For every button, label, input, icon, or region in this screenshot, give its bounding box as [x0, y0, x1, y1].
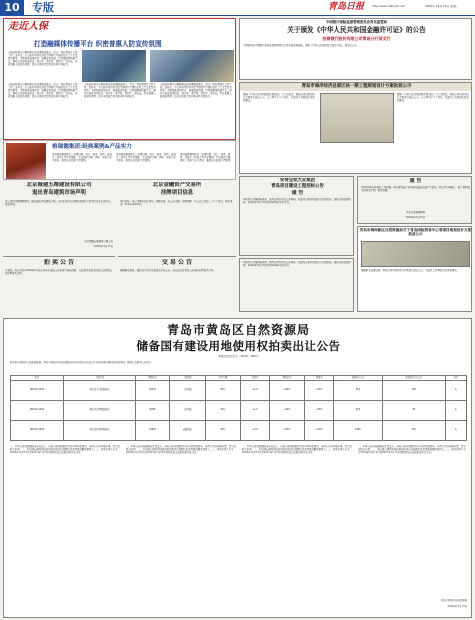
- bank-notice-title: 关于颁发《中华人民共和国金融许可证》的公告: [287, 26, 426, 34]
- feature-body-col1: 人防宣传教育是国防教育的重要组成部分，也是一项长期的社会性工作。近年来，市人防办坚持以习近平新时代中国特色社会主义思想为指导，不断创新宣传形式，拓展宣传渠道，打造融媒体传播平台，推动人防宣传进机关、进企业、进学校、进社区、进家庭，织密普惠人防宣传氛围，提升全民防空意识和自救互救能力。: [8, 51, 78, 67]
- traffic-notice-title: 通 告: [409, 178, 422, 184]
- table-cell: 50年: [205, 400, 241, 420]
- land-table-header: 容积率: [241, 376, 269, 381]
- table-row: [11, 380, 467, 400]
- planning-notice-2: [357, 226, 472, 312]
- feature-body-col4: 人防宣传教育是国防教育的重要组成部分，也是一项长期的社会性工作。近年来，市人防办坚持以习近平新时代中国特色社会主义思想为指导，不断创新宣传形式，拓展宣传渠道，打造融媒体传播平台，推动人防宣传进机关、进企业、进学校、进社区、进家庭，织密普惠人防宣传氛围，提升全民防空意识和自救互救能力。: [160, 83, 232, 99]
- notice-withdrawal-signature: 北京城建五维建设有限公司: [84, 240, 113, 243]
- feature-logo: 走近人保: [8, 21, 48, 32]
- ad-body: 青岛格瑞德集团是一家集科研、设计、制造、销售、安装于一体的大型企业集团，产品涵盖空调、供暖、热泵等多个领域，服务众多经典工程案例。: [52, 153, 112, 163]
- table-cell: 无: [445, 400, 466, 420]
- table-cell: 423: [334, 400, 383, 420]
- notice-withdrawal: [3, 182, 115, 254]
- table-cell: 1860: [334, 420, 383, 440]
- land-table-header: 起始价(万元): [334, 376, 383, 381]
- planning-notice-2-image: [361, 241, 470, 267]
- land-notice-body-col2: 一、中华人民共和国境内外的法人、自然人和其他组织均可申请参加竞买，申请人可以单独申请，也可以联合申请。二、本次国有建设用地使用权拍卖出让按照价高者得原则确定竞得人。三、竞买申请人可于2020年12月15日至2021年1月13日到指定地点获取拍卖出让文件。: [126, 445, 236, 455]
- notice-withdrawal-body: 本公司因业务调整原因，现已退出青岛建筑市场，今后在青岛市范围内承揽的工程项目与本公司无关。特此声明。: [5, 200, 113, 207]
- bid-notice-extra-body: 本项目已具备招标条件，现对该项目进行公开招标，欢迎符合条件的投标人参加投标。招标文件获取时间：2020年12月15日至2020年12月21日。: [243, 261, 351, 268]
- table-cell: 黄岛区王台镇某地块: [64, 380, 136, 400]
- land-notice-body-col3: 一、中华人民共和国境内外的法人、自然人和其他组织均可申请参加竞买，申请人可以单独申请，也可以联合申请。二、本次国有建设用地使用权拍卖出让按照价高者得原则确定竞得人。三、竞买申请人可于2020年12月15日至2021年1月13日到指定地点获取拍卖出让文件。: [242, 445, 352, 455]
- table-cell: ≥1.0: [241, 380, 269, 400]
- bid-notice: [239, 176, 354, 256]
- issue-date: 2020年 12月 15日 星期二: [425, 5, 459, 8]
- feature-photo-1: [82, 50, 146, 82]
- land-table-header: 绿地率: [305, 376, 334, 381]
- table-cell: HDC20-1202: [11, 400, 64, 420]
- planning-notice-2-body: 根据相关法律法规，现对该项目规划设计方案进行批前公示，欢迎社会各界提出意见和建议。: [361, 269, 460, 272]
- bid-notice-subtitle: 通 告: [291, 190, 304, 196]
- traffic-notice-issuer: 青岛市某某管理局: [405, 211, 426, 214]
- land-notice-body-col4: 一、中华人民共和国境内外的法人、自然人和其他组织均可申请参加竞买，申请人可以单独申请，也可以联合申请。二、本次国有建设用地使用权拍卖出让按照价高者得原则确定竞得人。三、竞买申请人可于2020年12月15日至2021年1月13日到指定地点获取拍卖出让文件。: [358, 445, 466, 455]
- land-table-header: 建筑密度: [269, 376, 305, 381]
- land-table-header: 土地用途: [170, 376, 206, 381]
- ad-title: 格瑞德集团:经典案例&产品实力: [52, 144, 132, 150]
- bank-notice-subtitle: 招商银行股份有限公司青岛分行某支行: [322, 36, 391, 41]
- table-cell: 10231: [135, 380, 169, 400]
- table-cell: 工业用地: [170, 400, 206, 420]
- feature-photo-2: [150, 50, 234, 82]
- table-cell: HDC20-1203: [11, 420, 64, 440]
- table-cell: ≤15%: [305, 400, 334, 420]
- table-cell: 黄岛区海青镇某地块: [64, 420, 136, 440]
- bank-notice-body: 下列机构经中国银行保险监督管理委员会青岛监管局批准，颁发《中华人民共和国金融许可证》，现予以公告。: [243, 44, 359, 47]
- bid-notice-body: 本项目已具备招标条件，现对该项目进行公开招标，欢迎符合条件的投标人参加投标。招标文件获取时间：2020年12月15日至2020年12月21日。: [243, 198, 351, 205]
- feature-article: [3, 18, 236, 140]
- table-cell: HDC20-1201: [11, 380, 64, 400]
- table-cell: ≥20%: [305, 420, 334, 440]
- land-table-header: 土地位置: [64, 376, 136, 381]
- notice-withdrawal-title: 北京城建五维建设有限公司 退出青岛建筑市场声明: [26, 182, 92, 196]
- land-notice-date: 2020年12月15日: [447, 605, 467, 608]
- notice-asset-body: 项目名称：某公司债权转让项目。挂牌价格：以公告为准。挂牌期间：自公告之日起二十个工作日。联系电话：010-xxxxxxxx。: [120, 200, 233, 207]
- land-table-header: 面积(㎡): [135, 376, 169, 381]
- table-cell: 12670: [135, 420, 169, 440]
- trade-body: 根据相关规定，现将以下项目交易信息予以公告，意向受让方请在公告期内办理报名手续。: [120, 269, 216, 272]
- planning-notice: [239, 82, 472, 174]
- land-table-header: 竞买保证金(万元): [382, 376, 445, 381]
- planning-notice-title: 青岛市海洋经济总部区块一期工程规划设计方案批前公示: [240, 83, 472, 91]
- feature-body-col3: 人防宣传教育是国防教育的重要组成部分，也是一项长期的社会性工作。近年来，市人防办坚持以习近平新时代中国特色社会主义思想为指导，不断创新宣传形式，拓展宣传渠道，打造融媒体传播平台，推动人防宣传进机关、进企业、进学校、进社区、进家庭，织密普惠人防宣传氛围，提升全民防空意识和自救互救能力。: [84, 83, 156, 99]
- table-cell: ≥1.2: [241, 400, 269, 420]
- traffic-notice-date: 2020年12月15日: [405, 216, 426, 219]
- bank-license-notice: [239, 18, 472, 80]
- masthead: [0, 0, 475, 15]
- bid-notice-title: 安得宝钛大业集团 青岛项目建设工程招标公告: [271, 178, 324, 189]
- trade-notice: [118, 256, 236, 314]
- table-row: [11, 420, 467, 440]
- auction-title: 拍 卖 公 告: [43, 259, 75, 266]
- table-cell: ≥40%: [269, 400, 305, 420]
- table-cell: 黄岛区泊里镇某地块: [64, 400, 136, 420]
- bid-notice-extra: [239, 258, 354, 312]
- land-notice-title-2: 储备国有建设用地使用权拍卖出让公告: [136, 339, 341, 353]
- table-cell: 商服用地: [170, 420, 206, 440]
- land-notice-issuer: 青岛市黄岛区自然资源局: [440, 599, 467, 602]
- traffic-notice: [357, 176, 472, 224]
- table-cell: ≤35%: [269, 420, 305, 440]
- land-notice-title-1: 青岛市黄岛区自然资源局: [166, 323, 310, 337]
- section-label: 专版: [32, 1, 54, 14]
- ad-body-3: 青岛格瑞德集团是一家集科研、设计、制造、销售、安装于一体的大型企业集团，产品涵盖空调、供暖、热泵等多个领域，服务众多经典工程案例。: [180, 153, 233, 163]
- table-cell: 50年: [205, 380, 241, 400]
- paper-url: http://www.dailyqd.com: [372, 5, 406, 8]
- table-cell: 40年: [205, 420, 241, 440]
- table-cell: 8456: [135, 400, 169, 420]
- land-notice-intro: 经青岛市黄岛区人民政府批准，青岛市黄岛区自然资源局决定以拍卖方式出让以下地块的国有建设用地使用权。现将有关事项公告如下：: [10, 361, 154, 364]
- planning-map-image: [320, 93, 394, 143]
- table-cell: ≥40%: [269, 380, 305, 400]
- land-auction-notice: [3, 318, 472, 618]
- table-cell: 372: [382, 420, 445, 440]
- planning-notice-2-title: 青岛市海岸新区自然资源局关于青岛国际贸易中心等项目规划设计方案批前公示: [359, 228, 472, 236]
- table-cell: 无: [445, 420, 466, 440]
- ad-body-2: 青岛格瑞德集团是一家集科研、设计、制造、销售、安装于一体的大型企业集团，产品涵盖空调、供暖、热泵等多个领域，服务众多经典工程案例。: [116, 153, 176, 163]
- planning-notice-body-1: 根据《中华人民共和国城乡规划法》等有关规定，现将该项目规划设计方案进行批前公示，公示期为十个工作日，欢迎社会各界提出意见和建议。: [243, 93, 315, 103]
- land-parcel-table: [10, 375, 467, 441]
- auction-body: 受委托，我公司定于2020年12月在青岛市依法公开拍卖下列标的物，有意竞买者请于拍卖会前到我公司办理竞买手续。: [5, 269, 113, 276]
- table-cell: 无: [445, 380, 466, 400]
- auction-notice: [3, 256, 115, 314]
- trade-title: 交 易 公 告: [161, 259, 193, 266]
- page-number-badge: 10: [0, 0, 24, 15]
- feature-body-col2: 人防宣传教育是国防教育的重要组成部分，也是一项长期的社会性工作。近年来，市人防办坚持以习近平新时代中国特色社会主义思想为指导，不断创新宣传形式，拓展宣传渠道，打造融媒体传播平台，推动人防宣传进机关、进企业、进学校、进社区、进家庭，织密普惠人防宣传氛围，提升全民防空意识和自救互救能力。: [8, 83, 78, 99]
- notice-asset-exchange: [118, 182, 236, 252]
- land-notice-body-col1: 一、中华人民共和国境内外的法人、自然人和其他组织均可申请参加竞买，申请人可以单独申请，也可以联合申请。二、本次国有建设用地使用权拍卖出让按照价高者得原则确定竞得人。三、竞买申请人可于2020年12月15日至2021年1月13日到指定地点获取拍卖出让文件。: [10, 445, 120, 455]
- traffic-notice-body: 因2020年冬季供暖工作需要，相关管线施工将对部分路段交通产生影响，请过往车辆绕行。施工期间给市民带来不便，敬请谅解。: [361, 186, 470, 193]
- feature-title: 打造融媒体传播平台 织密普惠人防宣传氛围: [34, 40, 162, 48]
- table-cell: 工业用地: [170, 380, 206, 400]
- land-table-header: 备注: [445, 376, 466, 381]
- land-table-header: 出让年限: [205, 376, 241, 381]
- table-cell: 103: [382, 380, 445, 400]
- paper-logo: 青岛日报: [328, 2, 365, 12]
- table-row: [11, 400, 467, 420]
- ad-panel: [3, 140, 236, 180]
- table-cell: 512: [334, 380, 383, 400]
- planning-notice-body-2: 根据《中华人民共和国城乡规划法》等有关规定，现将该项目规划设计方案进行批前公示，公示期为十个工作日，欢迎社会各界提出意见和建议。: [397, 93, 469, 103]
- notice-withdrawal-date: 2020年12月15日: [93, 245, 113, 248]
- table-cell: 85: [382, 400, 445, 420]
- ad-photo: [6, 143, 46, 179]
- bank-notice-issuer: 中国银行保险监督管理委员会青岛监管局: [325, 20, 388, 24]
- land-table-header: 编号: [11, 376, 64, 381]
- land-notice-doc-no: 青黄自然资告字〔2020〕066号: [218, 355, 259, 358]
- notice-asset-title: 北京金融资产交易所 挂牌项目信息: [152, 182, 202, 196]
- table-cell: ≤15%: [305, 380, 334, 400]
- table-cell: ≤2.0: [241, 420, 269, 440]
